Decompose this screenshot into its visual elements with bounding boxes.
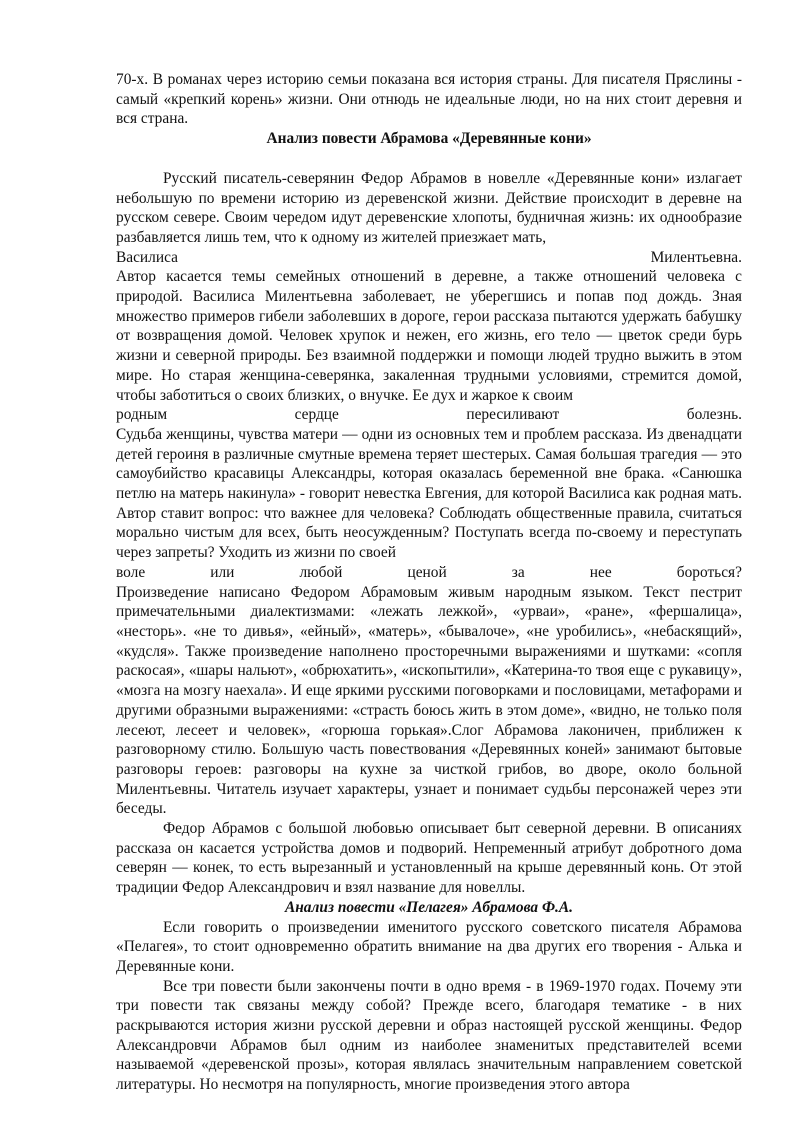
- section-wooden-horses: [116, 169, 742, 898]
- paragraph: Русский писатель-северянин Федор Абрамов в новелле «Деревянные кони» излагает небольшую по времени историю из деревенской жизни. Действие происходит в деревне на русском севере. Своим чередом идут деревенские хлопоты, будничная жизнь: их однообразие разбавляется лишь тем, что к одному из жителей приезжает мать,: [116, 169, 742, 246]
- section-pelageya: [116, 918, 742, 1095]
- paragraph: Федор Абрамов с большой любовью описывает быт северной деревни. В описаниях рассказа он касается устройства домов и подворий. Непременный атрибут добротного дома северян — конек, то есть вырезанный и установленный на крыше деревянный конь. От этой традиции Федор Александрович и взял название для новеллы.: [116, 820, 742, 897]
- paragraph: Все три повести были закончены почти в одно время - в 1969-1970 годах. Почему эти три повести так связаны между собой? Прежде всего, благодаря тематике - в них раскрываются история жизни русской деревни и образ настоящей русской женщины. Федор Александровчи Абрамов был одним из наиболее знаменитых представителей всеми называемой «деревенской прозы», которая являлась значительным направлением советской литературы. Но несмотря на популярность, многие произведения этого автора: [116, 977, 742, 1094]
- paragraph: Произведение написано Федором Абрамовым живым народным языком. Текст пестрит примечательными диалектизмами: «лежать лежкой», «урваи», «ране», «фершалица», «несторь». «не то дивья», «ейный», «матерь», «бывалоче», «не уробились», «небаскящий», «кудсля». Также произведение наполнено просторечными выражениями и шутками: «сопля раскосая», «шары нальют», «обрюхатить», «ископытили», «Катерина-то твоя еще с рукавицу», «мозга на мозгу наехала». И еще яркими русскими поговорками и пословицами, метафорами и другими образными выражениями: «страсть боюсь жить в этом доме», «видно, не только поля лесеют, лесеет и человек», «горюша горькая».Слог Абрамова лаконичен, приближен к разговорному стилю. Большую часть повествования «Деревянных коней» занимают бытовые разговоры героев: разговоры на кухне за чисткой грибов, во дворе, около больной Милентьевны. Читатель изучает характеры, узнает и понимает судьбы персонажей через эти беседы.: [116, 583, 742, 818]
- justified-line: воле или любой ценой за нее бороться?: [116, 563, 742, 581]
- intro-paragraph: 70-х. В романах через историю семьи показана вся история страны. Для писателя Пряслины - самый «крепкий корень» жизни. Они отнюдь не идеальные люди, но на них стоит деревня и вся страна.: [116, 71, 742, 128]
- paragraph: Если говорить о произведении именитого русского советского писателя Абрамова «Пелагея», то стоит одновременно обратить внимание на два других его творения - Алька и Деревянные кони.: [116, 918, 742, 975]
- paragraph: Судьба женщины, чувства матери — одни из основных тем и проблем рассказа. Из двенадцати детей героиня в различные смутные времена теряет шестерых. Самая большая трагедия — это самоубийство красавицы Александры, которая оказалась беременной вне брака. «Санюшка петлю на матерь накинула» - говорит невестка Евгения, для которой Василиса как родная мать. Автор ставит вопрос: что важнее для человека? Соблюдать общественные правила, считаться морально чистым для всех, быть неосужденным? Поступать всегда по-своему и переступать через запреты? Уходить из жизни по своей: [116, 425, 742, 562]
- spacer: [116, 149, 742, 169]
- heading-pelageya: Анализ повести «Пелагея» Абрамова Ф.А.: [285, 898, 573, 916]
- heading-wooden-horses: Анализ повести Абрамова «Деревянные кони»: [266, 130, 592, 148]
- justified-line: Василиса Милентьевна.: [116, 248, 742, 266]
- paragraph: Автор касается темы семейных отношений в деревне, а также отношений человека с природой. Василиса Милентьевна заболевает, не уберегшись и попав под дождь. Зная множество примеров гибели заболевших в дороге, герои рассказа пытаются удержать бабушку от возвращения домой. Человек хрупок и нежен, его жизнь, его тело — цветок среди бурь жизни и северной природы. Без взаимной поддержки и помощи людей трудно выжить в этом мире. Но старая женщина-северянка, закаленная трудными условиями, стремится домой, чтобы заботиться о своих близких, о внучке. Ее дух и жаркое к своим: [116, 268, 742, 404]
- justified-line: родным сердце пересиливают болезнь.: [116, 406, 742, 424]
